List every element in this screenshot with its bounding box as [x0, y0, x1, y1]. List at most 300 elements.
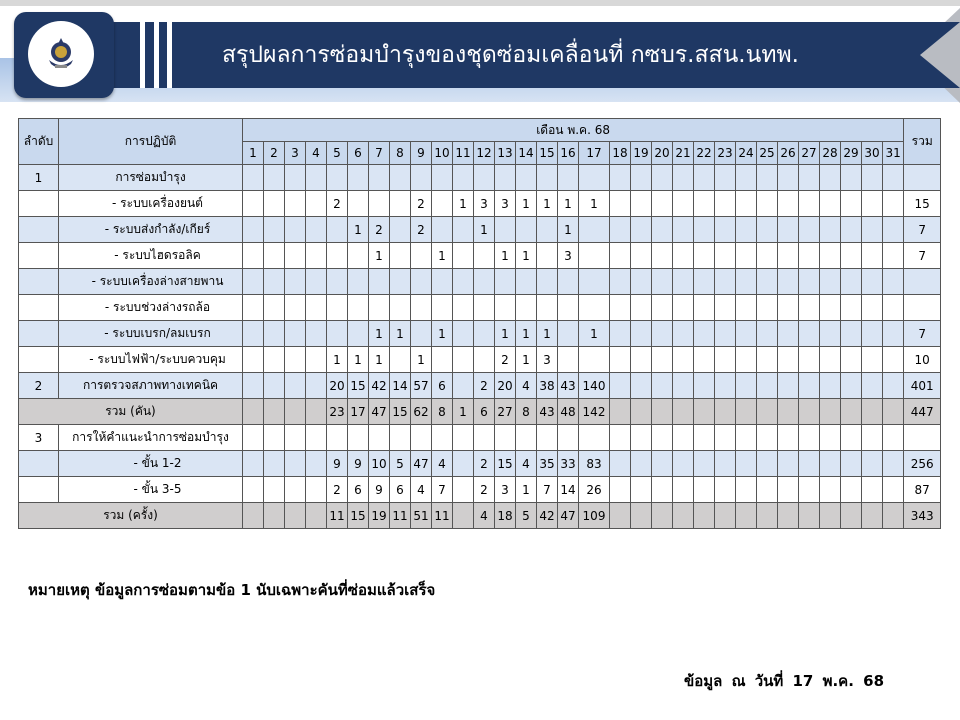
day-value-cell: 6: [474, 399, 495, 425]
day-value-cell: [285, 451, 306, 477]
day-value-cell: [631, 321, 652, 347]
day-value-cell: 47: [558, 503, 579, 529]
table-row: [19, 321, 941, 347]
day-value-cell: [516, 269, 537, 295]
day-value-cell: [799, 503, 820, 529]
row-total-cell: [904, 295, 941, 321]
day-value-cell: [474, 321, 495, 347]
day-value-cell: [715, 243, 736, 269]
day-value-cell: 1: [348, 217, 369, 243]
day-value-cell: [390, 347, 411, 373]
day-value-cell: [862, 373, 883, 399]
day-value-cell: [369, 295, 390, 321]
day-header: 16: [558, 142, 579, 165]
day-value-cell: 17: [348, 399, 369, 425]
day-value-cell: 15: [348, 503, 369, 529]
day-value-cell: [348, 191, 369, 217]
day-header: 17: [579, 142, 610, 165]
order-cell: [19, 347, 59, 373]
day-header: 3: [285, 142, 306, 165]
day-value-cell: [348, 243, 369, 269]
day-value-cell: [390, 425, 411, 451]
day-value-cell: 1: [579, 321, 610, 347]
day-value-cell: [715, 373, 736, 399]
day-value-cell: [453, 477, 474, 503]
day-value-cell: [558, 347, 579, 373]
day-value-cell: [736, 477, 757, 503]
day-value-cell: [516, 295, 537, 321]
day-value-cell: [610, 425, 631, 451]
data-as-of: ข้อมูล ณ วันที่ 17 พ.ค. 68: [684, 672, 884, 690]
day-value-cell: [306, 243, 327, 269]
day-value-cell: [631, 451, 652, 477]
day-value-cell: [652, 295, 673, 321]
day-value-cell: [558, 165, 579, 191]
day-value-cell: [327, 165, 348, 191]
day-value-cell: [631, 243, 652, 269]
day-value-cell: 18: [495, 503, 516, 529]
day-value-cell: [757, 191, 778, 217]
day-value-cell: 1: [516, 191, 537, 217]
day-value-cell: [390, 217, 411, 243]
day-value-cell: [862, 347, 883, 373]
day-value-cell: [694, 347, 715, 373]
row-total-cell: 10: [904, 347, 941, 373]
day-value-cell: [411, 165, 432, 191]
day-value-cell: [862, 243, 883, 269]
day-value-cell: 2: [327, 477, 348, 503]
day-value-cell: [264, 217, 285, 243]
day-value-cell: [715, 217, 736, 243]
day-value-cell: 1: [495, 321, 516, 347]
day-value-cell: [694, 165, 715, 191]
day-value-cell: [841, 269, 862, 295]
day-value-cell: [652, 373, 673, 399]
day-value-cell: 4: [516, 373, 537, 399]
day-value-cell: 11: [390, 503, 411, 529]
day-value-cell: [285, 347, 306, 373]
day-header: 10: [432, 142, 453, 165]
day-value-cell: [820, 425, 841, 451]
day-value-cell: 9: [327, 451, 348, 477]
day-value-cell: [778, 373, 799, 399]
day-value-cell: [411, 425, 432, 451]
day-value-cell: 2: [474, 451, 495, 477]
day-value-cell: [474, 425, 495, 451]
day-value-cell: [453, 165, 474, 191]
day-value-cell: [862, 165, 883, 191]
day-value-cell: [264, 477, 285, 503]
day-value-cell: [673, 451, 694, 477]
day-value-cell: [862, 321, 883, 347]
day-value-cell: [327, 295, 348, 321]
day-value-cell: 6: [390, 477, 411, 503]
table-row: [19, 243, 941, 269]
day-header: 27: [799, 142, 820, 165]
row-total-cell: [904, 269, 941, 295]
day-value-cell: [306, 165, 327, 191]
day-value-cell: [348, 269, 369, 295]
day-value-cell: [306, 451, 327, 477]
day-value-cell: [778, 399, 799, 425]
day-value-cell: [841, 321, 862, 347]
day-value-cell: 1: [432, 243, 453, 269]
day-value-cell: 48: [558, 399, 579, 425]
row-total-cell: [904, 165, 941, 191]
task-header: การปฏิบัติ: [59, 119, 243, 165]
day-value-cell: [841, 295, 862, 321]
day-value-cell: [631, 347, 652, 373]
day-value-cell: [432, 217, 453, 243]
day-value-cell: [715, 321, 736, 347]
day-value-cell: 9: [369, 477, 390, 503]
emblem-icon: [41, 34, 81, 74]
day-value-cell: [820, 503, 841, 529]
day-header: 15: [537, 142, 558, 165]
day-value-cell: 1: [537, 191, 558, 217]
day-value-cell: [736, 321, 757, 347]
day-value-cell: 8: [516, 399, 537, 425]
day-value-cell: [610, 451, 631, 477]
day-value-cell: 142: [579, 399, 610, 425]
day-value-cell: [673, 269, 694, 295]
day-value-cell: [306, 191, 327, 217]
day-value-cell: [243, 243, 264, 269]
day-value-cell: [327, 217, 348, 243]
day-value-cell: [757, 425, 778, 451]
order-cell: 1: [19, 165, 59, 191]
month-header: เดือน พ.ค. 68: [243, 119, 904, 142]
day-value-cell: [757, 503, 778, 529]
day-value-cell: 1: [327, 347, 348, 373]
row-total-cell: 7: [904, 217, 941, 243]
day-value-cell: [327, 269, 348, 295]
day-value-cell: [610, 321, 631, 347]
day-value-cell: [243, 451, 264, 477]
table-row: [19, 269, 941, 295]
day-value-cell: 1: [453, 191, 474, 217]
day-value-cell: [537, 243, 558, 269]
day-value-cell: 4: [432, 451, 453, 477]
day-value-cell: 2: [327, 191, 348, 217]
day-value-cell: [610, 477, 631, 503]
day-value-cell: [673, 243, 694, 269]
day-value-cell: [537, 425, 558, 451]
task-label: - ระบบเครื่องยนต์: [59, 191, 243, 217]
day-value-cell: [799, 295, 820, 321]
day-value-cell: [757, 321, 778, 347]
day-value-cell: 47: [411, 451, 432, 477]
day-value-cell: [306, 217, 327, 243]
day-value-cell: [610, 503, 631, 529]
day-value-cell: [715, 399, 736, 425]
day-value-cell: [694, 373, 715, 399]
day-value-cell: [778, 217, 799, 243]
day-value-cell: 15: [348, 373, 369, 399]
day-value-cell: [537, 217, 558, 243]
day-value-cell: [820, 165, 841, 191]
day-header: 24: [736, 142, 757, 165]
day-value-cell: 62: [411, 399, 432, 425]
day-value-cell: [558, 425, 579, 451]
day-value-cell: [306, 399, 327, 425]
day-value-cell: [285, 425, 306, 451]
day-value-cell: [411, 243, 432, 269]
day-value-cell: [673, 191, 694, 217]
day-value-cell: [736, 399, 757, 425]
day-value-cell: [453, 269, 474, 295]
day-header: 28: [820, 142, 841, 165]
day-value-cell: [694, 191, 715, 217]
day-value-cell: [474, 165, 495, 191]
day-value-cell: 57: [411, 373, 432, 399]
day-value-cell: [862, 503, 883, 529]
day-value-cell: [799, 373, 820, 399]
order-cell: [19, 321, 59, 347]
day-value-cell: 11: [432, 503, 453, 529]
day-value-cell: [631, 425, 652, 451]
day-header: 13: [495, 142, 516, 165]
day-value-cell: 5: [516, 503, 537, 529]
task-label: - ขั้น 1-2: [59, 451, 243, 477]
day-value-cell: [652, 347, 673, 373]
day-value-cell: [306, 347, 327, 373]
day-value-cell: [243, 321, 264, 347]
day-value-cell: [799, 217, 820, 243]
day-value-cell: [306, 269, 327, 295]
day-value-cell: 26: [579, 477, 610, 503]
top-divider: [0, 0, 960, 6]
day-value-cell: [327, 425, 348, 451]
day-value-cell: [673, 347, 694, 373]
day-value-cell: [243, 503, 264, 529]
day-value-cell: [673, 503, 694, 529]
day-value-cell: [652, 503, 673, 529]
day-header: 2: [264, 142, 285, 165]
day-value-cell: [799, 321, 820, 347]
banner-stripe: [167, 22, 172, 88]
day-value-cell: [673, 373, 694, 399]
day-value-cell: [327, 243, 348, 269]
day-value-cell: 2: [411, 191, 432, 217]
day-value-cell: 1: [537, 321, 558, 347]
day-value-cell: [579, 243, 610, 269]
day-value-cell: [285, 477, 306, 503]
day-value-cell: [778, 503, 799, 529]
day-value-cell: [820, 191, 841, 217]
row-total-cell: 15: [904, 191, 941, 217]
day-value-cell: 1: [348, 347, 369, 373]
order-cell: [19, 295, 59, 321]
day-value-cell: [558, 321, 579, 347]
day-value-cell: [285, 373, 306, 399]
day-value-cell: [757, 451, 778, 477]
day-header: 19: [631, 142, 652, 165]
day-value-cell: [820, 295, 841, 321]
day-header: 26: [778, 142, 799, 165]
day-value-cell: 1: [453, 399, 474, 425]
day-value-cell: [453, 321, 474, 347]
day-value-cell: [264, 347, 285, 373]
order-cell: [19, 269, 59, 295]
day-value-cell: [610, 373, 631, 399]
sum-label: รวม (คัน): [19, 399, 243, 425]
day-value-cell: [694, 503, 715, 529]
task-label: การให้คำแนะนำการซ่อมบำรุง: [59, 425, 243, 451]
day-value-cell: [579, 269, 610, 295]
day-value-cell: [673, 399, 694, 425]
day-value-cell: [390, 165, 411, 191]
day-value-cell: [264, 451, 285, 477]
day-value-cell: [264, 425, 285, 451]
day-value-cell: [841, 373, 862, 399]
day-value-cell: 14: [390, 373, 411, 399]
day-value-cell: [264, 503, 285, 529]
day-value-cell: [453, 373, 474, 399]
day-value-cell: [715, 425, 736, 451]
order-cell: [19, 217, 59, 243]
day-value-cell: [841, 451, 862, 477]
day-value-cell: [243, 269, 264, 295]
day-header: 21: [673, 142, 694, 165]
day-value-cell: [474, 269, 495, 295]
day-value-cell: [673, 217, 694, 243]
day-value-cell: [694, 451, 715, 477]
day-value-cell: [715, 477, 736, 503]
day-value-cell: [778, 477, 799, 503]
day-value-cell: [757, 243, 778, 269]
day-value-cell: 7: [432, 477, 453, 503]
day-value-cell: [243, 165, 264, 191]
day-value-cell: [883, 295, 904, 321]
order-cell: [19, 243, 59, 269]
task-label: - ระบบส่งกำลัง/เกียร์: [59, 217, 243, 243]
day-value-cell: [862, 269, 883, 295]
day-value-cell: [558, 269, 579, 295]
page-title: สรุปผลการซ่อมบำรุงของชุดซ่อมเคลื่อนที่ กซบร.สสน.นทพ.: [222, 42, 799, 68]
day-value-cell: [820, 399, 841, 425]
day-value-cell: [516, 425, 537, 451]
day-value-cell: 10: [369, 451, 390, 477]
day-value-cell: [631, 295, 652, 321]
day-value-cell: 2: [474, 373, 495, 399]
day-value-cell: [369, 191, 390, 217]
day-value-cell: [285, 165, 306, 191]
day-value-cell: [883, 243, 904, 269]
day-value-cell: 9: [348, 451, 369, 477]
day-value-cell: 1: [516, 477, 537, 503]
day-value-cell: [883, 347, 904, 373]
day-value-cell: [631, 399, 652, 425]
day-value-cell: [432, 347, 453, 373]
day-value-cell: [610, 269, 631, 295]
day-value-cell: [243, 295, 264, 321]
day-value-cell: 83: [579, 451, 610, 477]
day-value-cell: [390, 243, 411, 269]
day-value-cell: 42: [369, 373, 390, 399]
day-value-cell: [610, 217, 631, 243]
day-value-cell: [285, 399, 306, 425]
total-header: รวม: [904, 119, 941, 165]
day-value-cell: [799, 477, 820, 503]
day-value-cell: [453, 243, 474, 269]
day-value-cell: [652, 399, 673, 425]
day-value-cell: [820, 243, 841, 269]
day-value-cell: 6: [432, 373, 453, 399]
day-value-cell: [652, 451, 673, 477]
order-cell: [19, 451, 59, 477]
task-label: - ระบบช่วงล่างรถล้อ: [59, 295, 243, 321]
row-total-cell: 447: [904, 399, 941, 425]
row-total-cell: 7: [904, 243, 941, 269]
day-value-cell: [820, 451, 841, 477]
day-value-cell: [820, 373, 841, 399]
day-value-cell: [558, 295, 579, 321]
day-value-cell: [306, 503, 327, 529]
day-value-cell: [736, 347, 757, 373]
day-value-cell: [736, 373, 757, 399]
day-value-cell: [348, 295, 369, 321]
day-value-cell: [306, 373, 327, 399]
table-row: [19, 295, 941, 321]
order-cell: [19, 191, 59, 217]
day-value-cell: [694, 321, 715, 347]
day-value-cell: [715, 295, 736, 321]
day-header: 18: [610, 142, 631, 165]
table-row: [19, 191, 941, 217]
day-value-cell: [841, 243, 862, 269]
day-value-cell: [883, 373, 904, 399]
day-value-cell: [736, 295, 757, 321]
day-value-cell: [306, 425, 327, 451]
row-total-cell: 256: [904, 451, 941, 477]
day-value-cell: [757, 477, 778, 503]
day-value-cell: [537, 165, 558, 191]
day-value-cell: [841, 165, 862, 191]
banner-stripe: [140, 22, 145, 88]
day-value-cell: [495, 295, 516, 321]
day-value-cell: [610, 191, 631, 217]
day-value-cell: 3: [495, 191, 516, 217]
day-header: 20: [652, 142, 673, 165]
day-value-cell: [390, 191, 411, 217]
day-header: 31: [883, 142, 904, 165]
day-value-cell: [883, 165, 904, 191]
day-value-cell: [243, 399, 264, 425]
day-value-cell: [243, 373, 264, 399]
task-label: การซ่อมบำรุง: [59, 165, 243, 191]
day-value-cell: [369, 165, 390, 191]
day-value-cell: [432, 191, 453, 217]
day-value-cell: 42: [537, 503, 558, 529]
day-value-cell: [610, 399, 631, 425]
day-header: 30: [862, 142, 883, 165]
day-value-cell: [285, 191, 306, 217]
day-value-cell: [757, 269, 778, 295]
day-value-cell: [778, 243, 799, 269]
day-value-cell: [778, 269, 799, 295]
day-value-cell: [652, 269, 673, 295]
day-header: 12: [474, 142, 495, 165]
day-value-cell: [285, 503, 306, 529]
day-value-cell: 3: [537, 347, 558, 373]
order-cell: 2: [19, 373, 59, 399]
day-value-cell: [243, 477, 264, 503]
day-value-cell: [348, 165, 369, 191]
day-value-cell: [736, 503, 757, 529]
day-header: 22: [694, 142, 715, 165]
day-value-cell: [453, 217, 474, 243]
